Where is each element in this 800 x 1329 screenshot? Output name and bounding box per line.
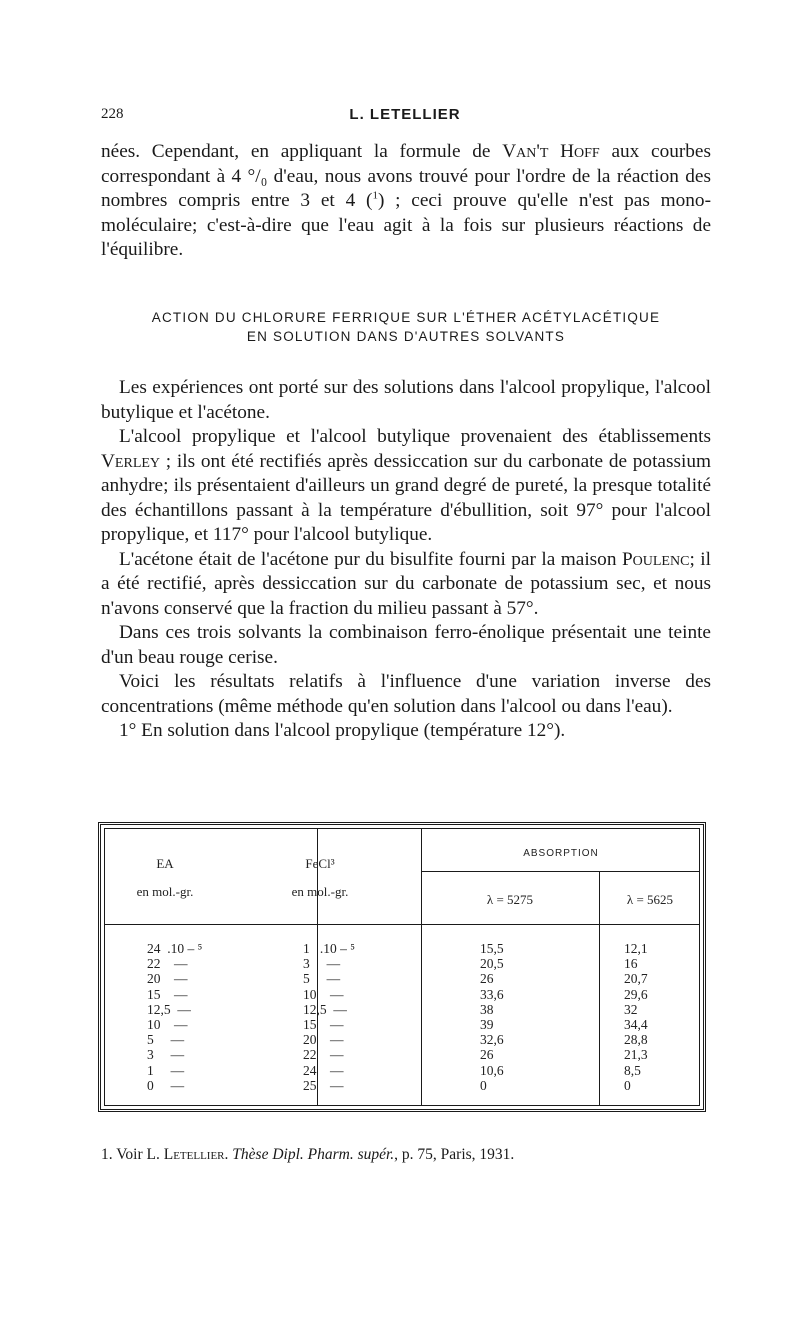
intro-text-4: ) ; ceci prouve qu'elle n'est pas mono-moléculaire; c'est-à-dire que l'eau agit à la fois sur plusieurs réactions de l'équilibre. [101, 190, 711, 260]
paragraph-4: Dans ces trois solvants la combinaison ferro-énolique présentait une teinte d'un beau rouge cerise. [101, 622, 711, 668]
abs-5625-cell: 34,4 [624, 1016, 648, 1032]
section-heading-line-1: ACTION DU CHLORURE FERRIQUE SUR L'ÉTHER ACÉTYLACÉTIQUE [151, 310, 661, 325]
abs-5275-cell: 0 [480, 1077, 487, 1093]
fecl-cell: 24 — [303, 1062, 344, 1078]
fecl-cell: 1 .10 – ⁵ [303, 941, 355, 956]
fecl-cell: 15 — [303, 1016, 344, 1032]
ea-cell: 22 — [147, 956, 188, 972]
footnote-text-1: Voir L. [112, 1146, 164, 1163]
abs-5275-cell: 10,6 [480, 1062, 504, 1078]
paragraph-3 [101, 548, 711, 622]
footnote-reference: 1 [372, 189, 378, 202]
fecl-cell: 20 — [303, 1032, 344, 1048]
paragraph-2 [101, 425, 711, 548]
lambda-5625-header: λ = 5625 [626, 892, 674, 907]
body-text [101, 376, 711, 744]
absorption-5275-column [480, 941, 504, 1093]
abs-5275-cell: 32,6 [480, 1032, 504, 1048]
footnote-text-3: , p. 75, Paris, 1931. [394, 1146, 515, 1163]
intro-text-2: aux courbes correspondant à 4 °/ [101, 141, 711, 187]
vanthoff-name: Van't Hoff [502, 141, 600, 162]
footnote-work-title: Thèse Dipl. Pharm. supér. [232, 1146, 395, 1163]
abs-5275-cell: 33,6 [480, 986, 504, 1002]
ea-cell: 20 — [147, 971, 188, 987]
fecl-header: FeCl³ [305, 856, 335, 871]
table-absorption-rule [421, 871, 699, 872]
poulenc-name: Poulenc [621, 548, 690, 570]
absorption-header: ABSORPTION [523, 848, 599, 859]
abs-5625-cell: 29,6 [624, 986, 648, 1002]
ea-header [105, 855, 225, 873]
ea-column [147, 941, 202, 1093]
paragraph-2-text-a: L'alcool propylique et l'alcool butylique provenaient des établissements [119, 426, 711, 447]
abs-5275-cell: 15,5 [480, 941, 504, 956]
paragraph-3-text-a: L'acétone était de l'acétone pur du bisulfite fourni par la maison [119, 548, 622, 570]
intro-text-3: d'eau, nous avons trouvé pour l'ordre de la réaction des nombres compris entre 3 et 4 ( [101, 165, 711, 211]
intro-paragraph [101, 140, 711, 263]
page-header [101, 106, 709, 128]
verley-name: Verley [101, 450, 161, 472]
footnote-text-2: . [224, 1146, 233, 1163]
fecl-unit: en mol.-gr. [291, 884, 349, 899]
paragraph-6: 1° En solution dans l'alcool propylique (température 12°). [119, 720, 566, 741]
intro-text-2b: ₀ [260, 165, 268, 187]
fecl-cell: 3 — [303, 956, 341, 972]
paragraph-3-text-b: ; il a été rectifié, après dessiccation sur du carbonate de potassium sec, et nous n'avons conservé que la fraction du milieu passant à 57°. [101, 548, 711, 619]
paragraph-2-text-b: ; ils ont été rectifiés après dessiccation sur du carbonate de potassium anhydre; ils présentaient d'ailleurs un grand degré de pureté, la presque totalité des échantillons passant à la température d'ébullition, soit 97° pour l'alcool propylique, et 117° pour l'alcool butylique. [101, 450, 711, 545]
ea-cell: 12,5 — [147, 1001, 191, 1017]
ea-cell: 0 — [147, 1077, 185, 1093]
abs-5625-cell: 28,8 [624, 1032, 648, 1048]
running-title: L. LETELLIER [349, 106, 461, 123]
fecl-cell: 25 — [303, 1077, 344, 1093]
page-number: 228 [101, 106, 124, 122]
fecl-column [303, 941, 355, 1093]
section-heading [101, 308, 711, 346]
abs-5625-cell: 21,3 [624, 1047, 648, 1063]
abs-5625-cell: 32 [624, 1001, 638, 1017]
abs-5625-cell: 16 [624, 956, 638, 972]
abs-5625-cell: 8,5 [624, 1062, 641, 1078]
absorption-table [98, 822, 706, 1112]
ea-cell: 1 — [147, 1062, 185, 1078]
ea-cell: 5 — [147, 1032, 185, 1048]
abs-5625-cell: 0 [624, 1077, 631, 1093]
ea-cell: 15 — [147, 986, 188, 1002]
ea-unit: en mol.-gr. [136, 884, 194, 899]
section-heading-line-2: EN SOLUTION DANS D'AUTRES SOLVANTS [246, 329, 566, 344]
abs-5275-cell: 38 [480, 1001, 494, 1017]
lambda-5275-header: λ = 5275 [486, 892, 534, 907]
paragraph-5: Voici les résultats relatifs à l'influence d'une variation inverse des concentrations (même méthode qu'en solution dans l'alcool ou dans l'eau). [101, 671, 711, 717]
intro-text-1: nées. Cependant, en appliquant la formule de [101, 141, 503, 162]
abs-5625-cell: 12,1 [624, 941, 648, 956]
fecl-cell: 22 — [303, 1047, 344, 1063]
absorption-5625-column [624, 941, 648, 1093]
fecl-cell: 5 — [303, 971, 341, 987]
paragraph-1: Les expériences ont porté sur des solutions dans l'alcool propylique, l'alcool butylique et l'acétone. [101, 377, 711, 423]
fecl-cell: 12,5 — [303, 1001, 347, 1017]
abs-5275-cell: 20,5 [480, 956, 504, 972]
ea-cell: 24 .10 – ⁵ [147, 941, 203, 956]
footnote-author: Letellier [163, 1146, 225, 1163]
abs-5625-cell: 20,7 [624, 971, 648, 987]
ea-cell: 10 — [147, 1016, 188, 1032]
footnote-number: 1. [101, 1146, 113, 1163]
abs-5275-cell: 39 [480, 1016, 494, 1032]
fecl-cell: 10 — [303, 986, 344, 1002]
table-frame [104, 828, 700, 1106]
ea-header-text: EA [156, 856, 174, 871]
abs-5275-cell: 26 [480, 1047, 494, 1063]
ea-cell: 3 — [147, 1047, 185, 1063]
abs-5275-cell: 26 [480, 971, 494, 987]
footnote [101, 1145, 711, 1165]
table-header-rule [105, 924, 699, 925]
